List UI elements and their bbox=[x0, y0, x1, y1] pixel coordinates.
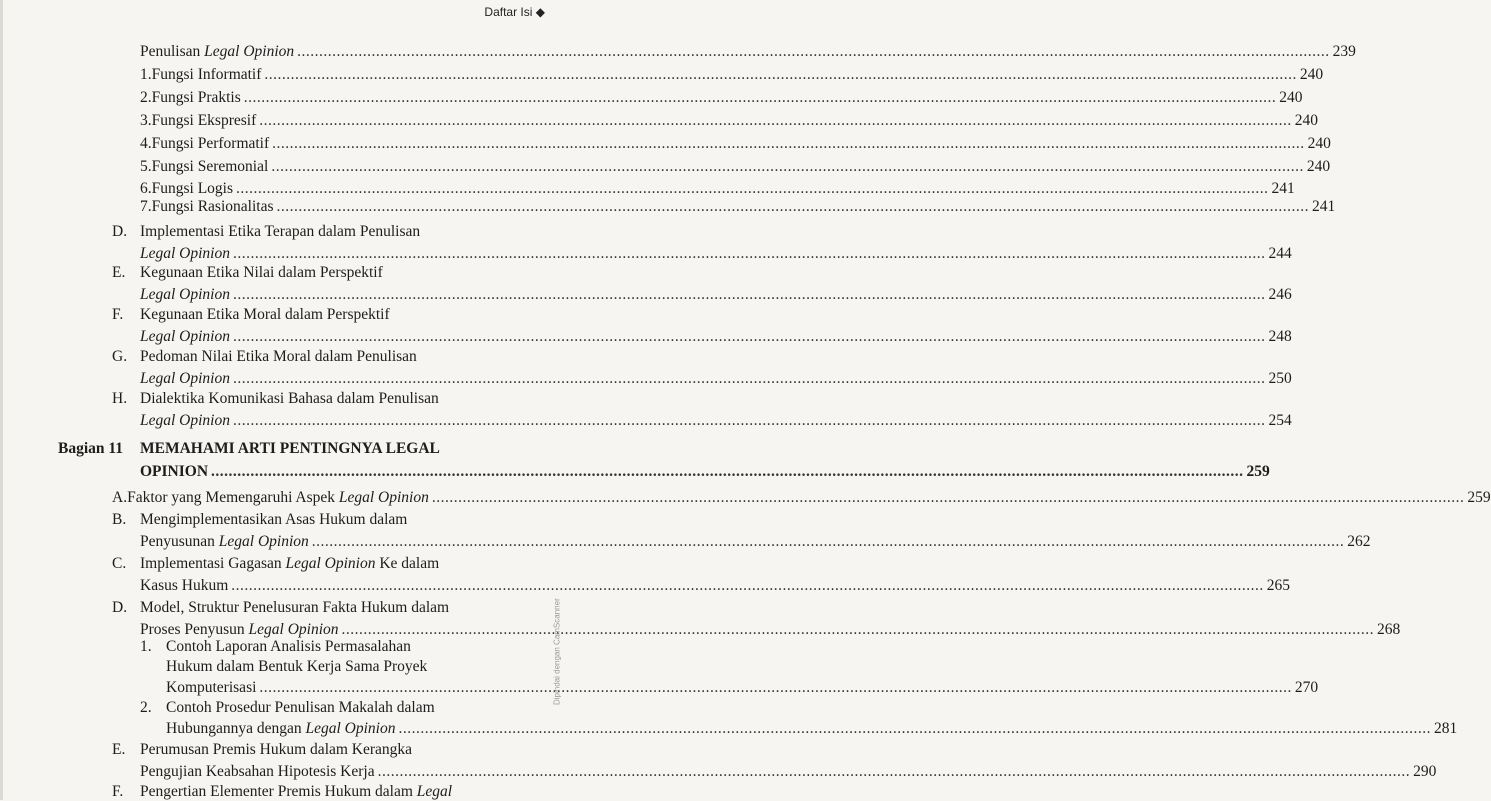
toc-leader-dots bbox=[259, 112, 1292, 130]
toc-entry-title-part: Legal Opinion bbox=[140, 370, 230, 387]
toc-entry-number: 4. bbox=[140, 135, 152, 152]
toc-page-number: 254 bbox=[1268, 412, 1292, 429]
toc-leader-dots bbox=[342, 621, 1375, 639]
toc-leader-dots bbox=[233, 245, 1266, 263]
toc-page-number: 241 bbox=[1311, 198, 1336, 215]
toc-entry bbox=[140, 245, 1292, 263]
toc-entry-title-part: Pengujian Keabsahan Hipotesis Kerja bbox=[140, 763, 375, 780]
toc-leader-dots bbox=[233, 286, 1266, 304]
toc-entry bbox=[112, 348, 500, 366]
toc-entry bbox=[140, 66, 1324, 84]
toc-entry-title-part: Fungsi Praktis bbox=[151, 89, 241, 106]
toc-leader-dots bbox=[233, 370, 1266, 388]
toc-entry-title bbox=[166, 679, 256, 697]
toc-entry-number: E. bbox=[112, 264, 126, 281]
toc-leader-dots bbox=[233, 412, 1266, 430]
toc-entry bbox=[140, 621, 1401, 639]
toc-page-number: 270 bbox=[1294, 679, 1319, 696]
toc-entry bbox=[166, 720, 1458, 738]
toc-entry-title-part: Fungsi Performatif bbox=[151, 135, 270, 152]
toc-page-number: 250 bbox=[1268, 370, 1292, 387]
toc-entry-title bbox=[140, 511, 407, 529]
toc-entry-title-part: Legal Opinion bbox=[248, 621, 339, 638]
toc-page-number: 239 bbox=[1332, 43, 1356, 60]
toc-entry-number: 6. bbox=[140, 180, 152, 197]
toc-entry-number: G. bbox=[112, 348, 128, 365]
toc-entry-title bbox=[140, 328, 230, 346]
toc-entry-title-part: Mengimplementasikan Asas Hukum dalam bbox=[140, 511, 408, 528]
toc-entry-title bbox=[140, 621, 339, 639]
toc-leader-dots bbox=[297, 43, 1330, 61]
toc-entry-title bbox=[152, 66, 262, 84]
toc-entry-number: 1. bbox=[140, 66, 152, 83]
toc-entry-title-part: Fungsi Logis bbox=[151, 180, 234, 197]
toc-entry bbox=[112, 489, 1491, 507]
toc-entry bbox=[140, 112, 1318, 130]
toc-entry-title-part: Hubungannya dengan bbox=[166, 720, 306, 737]
toc-entry-number: 2. bbox=[140, 699, 152, 716]
toc-entry-title-part: Contoh Laporan Analisis Permasalahan bbox=[166, 638, 411, 655]
toc-entry-title-part: Legal Opinion bbox=[305, 720, 396, 737]
toc-entry-title-part: Penyusunan bbox=[140, 533, 219, 550]
toc-entry-title-part: Legal Opinion bbox=[140, 412, 230, 429]
toc-entry-title bbox=[140, 783, 452, 801]
toc-entry-title-part: Legal Opinion bbox=[204, 43, 295, 60]
toc-entry-number: B. bbox=[112, 511, 127, 528]
toc-page-number: 259 bbox=[1246, 463, 1270, 480]
toc-entry-title bbox=[152, 89, 241, 107]
toc-entry bbox=[112, 390, 500, 408]
toc-page-number: 244 bbox=[1268, 245, 1292, 262]
toc-leader-dots bbox=[312, 533, 1345, 551]
toc-entry-title-part: Pengertian Elementer Premis Hukum dalam bbox=[140, 783, 417, 800]
toc-page-number: 265 bbox=[1266, 577, 1291, 594]
toc-entry-title bbox=[140, 370, 230, 388]
toc-entry-title-part: Proses Penyusun bbox=[140, 621, 249, 638]
toc-leader-dots bbox=[432, 489, 1465, 507]
toc-leader-dots bbox=[211, 463, 1244, 481]
toc-entry-title bbox=[140, 245, 230, 263]
toc-entry-number: F. bbox=[112, 306, 124, 323]
toc-leader-dots bbox=[398, 720, 1431, 738]
toc-entry bbox=[166, 679, 1319, 697]
toc-entry-title bbox=[140, 390, 439, 408]
toc-entry-title bbox=[140, 264, 383, 282]
toc-entry-title-part: Penulisan bbox=[140, 43, 205, 60]
toc-entry-title-part: Fungsi Rasionalitas bbox=[151, 198, 274, 215]
running-header: Daftar Isi ◆ bbox=[484, 5, 545, 19]
toc-entry bbox=[140, 463, 1270, 481]
toc-page-number: 259 bbox=[1467, 489, 1491, 506]
toc-entry bbox=[140, 577, 1291, 595]
toc-entry-title bbox=[152, 112, 257, 130]
toc-entry-number: D. bbox=[112, 223, 128, 240]
toc-entry-title bbox=[140, 763, 375, 781]
toc-entry bbox=[112, 783, 500, 801]
toc-leader-dots bbox=[264, 66, 1297, 84]
toc-page-number: 240 bbox=[1299, 66, 1324, 83]
toc-leader-dots bbox=[259, 679, 1292, 697]
toc-entry-title bbox=[140, 223, 420, 241]
toc-entry-number: H. bbox=[112, 390, 128, 407]
toc-page-number: 248 bbox=[1268, 328, 1292, 345]
toc-entry bbox=[140, 440, 500, 458]
toc-entry bbox=[140, 158, 1331, 176]
toc-entry-title bbox=[140, 306, 390, 324]
scanner-watermark: Dipindai dengan CamScanner bbox=[553, 598, 562, 705]
toc-entry bbox=[140, 328, 1292, 346]
toc-entry-title-part: Legal Opinion bbox=[218, 533, 309, 550]
toc-entry-number: 7. bbox=[140, 198, 152, 215]
toc-entry-title bbox=[140, 533, 309, 551]
toc-page-number: 268 bbox=[1377, 621, 1401, 638]
toc-leader-dots bbox=[244, 89, 1277, 107]
toc-entry bbox=[166, 658, 500, 676]
toc-page-number: 281 bbox=[1433, 720, 1458, 737]
toc-entry-title bbox=[140, 286, 230, 304]
toc-entry bbox=[140, 763, 1437, 781]
toc-leader-dots bbox=[231, 577, 1264, 595]
toc-leader-dots bbox=[378, 763, 1411, 781]
toc-entry-title bbox=[166, 720, 395, 738]
toc-entry-title bbox=[127, 489, 429, 507]
toc-entry-title-part: Legal Opinion bbox=[140, 245, 230, 262]
toc-entry-title-part: Legal Opinion bbox=[140, 286, 230, 303]
toc-entry-title bbox=[140, 43, 294, 61]
section-label: Bagian 11 bbox=[58, 440, 124, 457]
toc-page-number: 240 bbox=[1279, 89, 1303, 106]
toc-entry-title bbox=[166, 699, 435, 717]
toc-entry-title bbox=[140, 599, 449, 617]
page-edge bbox=[0, 0, 3, 800]
toc-entry-title-part: Ke dalam bbox=[375, 555, 440, 572]
toc-entry-title bbox=[140, 348, 417, 366]
toc-entry bbox=[140, 286, 1292, 304]
toc-entry bbox=[140, 198, 1336, 216]
toc-entry-number: A. bbox=[112, 489, 128, 506]
toc-entry-title-part: Legal bbox=[416, 783, 453, 800]
toc-entry bbox=[112, 741, 500, 759]
toc-entry bbox=[112, 223, 500, 241]
toc-entry bbox=[112, 306, 500, 324]
toc-entry-number: F. bbox=[112, 783, 124, 800]
toc-entry-number: C. bbox=[112, 555, 127, 572]
toc-entry-number: D. bbox=[112, 599, 128, 616]
toc-page-number: 240 bbox=[1306, 158, 1331, 175]
toc-entry bbox=[140, 180, 1295, 198]
toc-entry bbox=[112, 264, 500, 282]
toc-entry-title-part: Fungsi Ekspresif bbox=[151, 112, 257, 129]
toc-entry-number: 3. bbox=[140, 112, 152, 129]
toc-entry-title-part: Contoh Prosedur Penulisan Makalah dalam bbox=[166, 699, 435, 716]
toc-page-number: 290 bbox=[1413, 763, 1437, 780]
toc-entry bbox=[112, 599, 500, 617]
toc-entry-title bbox=[140, 741, 412, 759]
toc-page-number: 240 bbox=[1294, 112, 1318, 129]
toc-entry-number: E. bbox=[112, 741, 126, 758]
toc-entry-title bbox=[140, 412, 230, 430]
toc-leader-dots bbox=[272, 135, 1305, 153]
toc-entry-title-part: MEMAHAMI ARTI PENTINGNYA LEGAL bbox=[140, 440, 440, 457]
toc-entry bbox=[140, 89, 1303, 107]
toc-page-number: 240 bbox=[1307, 135, 1331, 152]
toc-entry-title bbox=[140, 440, 440, 458]
toc-entry bbox=[112, 555, 500, 573]
toc-entry-title-part: Komputerisasi bbox=[166, 679, 257, 696]
toc-entry-title-part: Hukum dalam Bentuk Kerja Sama Proyek bbox=[166, 658, 428, 675]
toc-page-number: 241 bbox=[1271, 180, 1295, 197]
toc-entry bbox=[140, 533, 1371, 551]
toc-entry-title-part: Fungsi Seremonial bbox=[151, 158, 269, 175]
toc-entry-title bbox=[140, 577, 228, 595]
toc-entry bbox=[140, 135, 1331, 153]
toc-entry-number: 5. bbox=[140, 158, 152, 175]
toc-entry-title-part: Legal Opinion bbox=[140, 328, 230, 345]
toc-page-number: 262 bbox=[1347, 533, 1371, 550]
toc-entry-title-part: Implementasi Gagasan bbox=[140, 555, 286, 572]
toc-entry-title bbox=[152, 180, 233, 198]
toc-entry bbox=[112, 511, 500, 529]
toc-entry-title-part: Kegunaan Etika Nilai dalam Perspektif bbox=[140, 264, 383, 281]
toc-entry-title bbox=[166, 638, 411, 656]
toc-entry-title-part: Legal Opinion bbox=[285, 555, 376, 572]
toc-entry-title-part: Faktor yang Memengaruhi Aspek bbox=[127, 489, 339, 506]
toc-entry bbox=[140, 638, 500, 656]
toc-entry-title bbox=[152, 158, 269, 176]
toc-leader-dots bbox=[233, 328, 1266, 346]
toc-entry-title-part: Dialektika Komunikasi Bahasa dalam Penulisan bbox=[140, 390, 439, 407]
toc-entry-title-part: Pedoman Nilai Etika Moral dalam Penulisan bbox=[140, 348, 417, 365]
toc-entry-title-part: Model, Struktur Penelusuran Fakta Hukum dalam bbox=[140, 599, 450, 616]
toc-entry-title-part: Legal Opinion bbox=[338, 489, 429, 506]
toc-entry-title-part: Kasus Hukum bbox=[140, 577, 229, 594]
toc-entry-number: 2. bbox=[140, 89, 152, 106]
toc-entry bbox=[140, 412, 1292, 430]
toc-entry-title-part: Kegunaan Etika Moral dalam Perspektif bbox=[140, 306, 390, 323]
toc-page-number: 246 bbox=[1268, 286, 1292, 303]
toc-entry-title-part: Perumusan Premis Hukum dalam Kerangka bbox=[140, 741, 413, 758]
toc-entry-title-part: Fungsi Informatif bbox=[151, 66, 262, 83]
toc-leader-dots bbox=[271, 158, 1304, 176]
toc-entry-number: 1. bbox=[140, 638, 152, 655]
toc-entry-title bbox=[166, 658, 427, 676]
toc-entry bbox=[140, 43, 1356, 61]
toc-entry-title bbox=[140, 555, 439, 573]
toc-leader-dots bbox=[276, 198, 1309, 216]
toc-entry-title bbox=[152, 135, 270, 153]
toc-entry-title-part: Implementasi Etika Terapan dalam Penulisan bbox=[140, 223, 421, 240]
toc-entry bbox=[140, 699, 500, 717]
toc-entry-title bbox=[152, 198, 274, 216]
toc-entry-title-part: OPINION bbox=[140, 463, 209, 480]
toc-entry-title bbox=[140, 463, 208, 481]
toc-leader-dots bbox=[236, 180, 1269, 198]
toc-entry bbox=[140, 370, 1292, 388]
